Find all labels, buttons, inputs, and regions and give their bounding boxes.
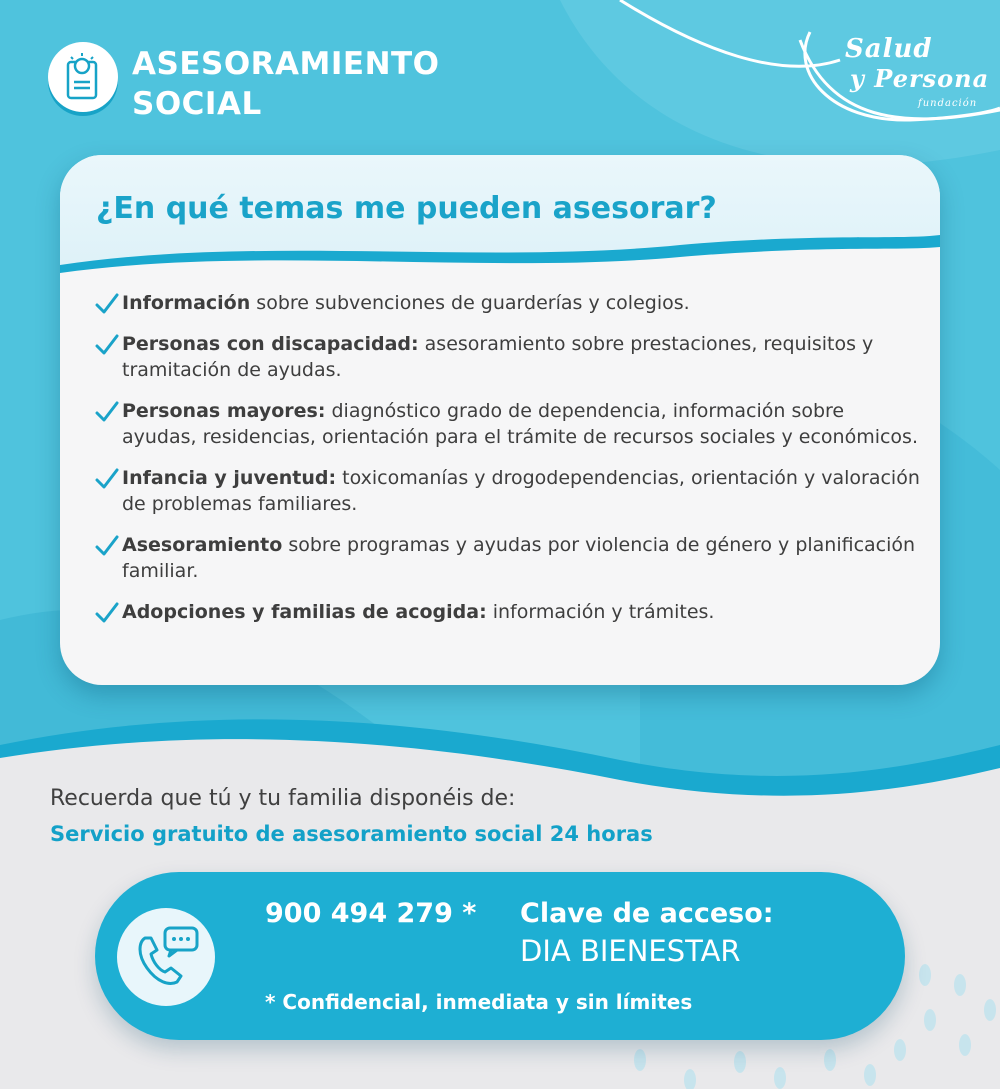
topic-title: Personas mayores: bbox=[122, 400, 326, 422]
topics-card bbox=[60, 155, 940, 685]
topic-description: sobre subvenciones de guarderías y colegios. bbox=[250, 292, 690, 314]
topic-title: Asesoramiento bbox=[122, 534, 283, 556]
topic-text bbox=[122, 290, 690, 316]
logo-line1: Salud bbox=[845, 34, 933, 64]
topic-description: toxicomanías y drogodependencias, orientación y valoración de problemas familiares. bbox=[122, 467, 920, 515]
topics-list bbox=[92, 290, 924, 640]
topic-description: asesoramiento sobre prestaciones, requisitos y tramitación de ayudas. bbox=[122, 333, 874, 381]
topic-item bbox=[92, 599, 924, 625]
topic-item bbox=[92, 290, 924, 316]
topic-item bbox=[92, 331, 924, 383]
card-title: ¿En qué temas me pueden asesorar? bbox=[96, 191, 717, 226]
topic-title: Adopciones y familias de acogida: bbox=[122, 601, 487, 623]
logo-line2: y Persona bbox=[850, 64, 990, 93]
topic-item bbox=[92, 465, 924, 517]
topic-item bbox=[92, 532, 924, 584]
checkmark-icon bbox=[92, 401, 122, 423]
access-key-value: DIA BIENESTAR bbox=[520, 934, 741, 968]
topic-text bbox=[122, 465, 924, 517]
topic-text bbox=[122, 398, 924, 450]
reminder-text: Recuerda que tú y tu familia disponéis de: bbox=[50, 786, 516, 811]
contact-pill bbox=[95, 872, 905, 1040]
checkmark-icon bbox=[92, 293, 122, 315]
checkmark-icon bbox=[92, 334, 122, 356]
topic-title: Infancia y juventud: bbox=[122, 467, 337, 489]
topic-description: información y trámites. bbox=[486, 601, 715, 623]
logo-line3: fundación bbox=[918, 98, 978, 109]
phone-number[interactable]: 900 494 279 * bbox=[265, 898, 477, 929]
checkmark-icon bbox=[92, 602, 122, 624]
confidential-note: * Confidencial, inmediata y sin límites bbox=[265, 990, 693, 1014]
service-text: Servicio gratuito de asesoramiento social 24 horas bbox=[50, 822, 653, 846]
page-title: ASESORAMIENTO SOCIAL bbox=[132, 46, 440, 122]
topic-text bbox=[122, 331, 924, 383]
checkmark-icon bbox=[92, 535, 122, 557]
document-lightbulb-icon bbox=[48, 42, 118, 112]
topic-item bbox=[92, 398, 924, 450]
topic-title: Personas con discapacidad: bbox=[122, 333, 419, 355]
access-key-label: Clave de acceso: bbox=[520, 898, 774, 929]
topic-title: Información bbox=[122, 292, 251, 314]
checkmark-icon bbox=[92, 468, 122, 490]
topic-text bbox=[122, 599, 714, 625]
phone-chat-icon bbox=[117, 908, 215, 1006]
topic-text bbox=[122, 532, 924, 584]
topic-description: diagnóstico grado de dependencia, información sobre ayudas, residencias, orientación para el trámite de recursos sociales y económicos. bbox=[122, 400, 918, 448]
topic-description: sobre programas y ayudas por violencia de género y planificación familiar. bbox=[122, 534, 916, 582]
logo bbox=[790, 12, 1000, 132]
header bbox=[48, 42, 492, 124]
